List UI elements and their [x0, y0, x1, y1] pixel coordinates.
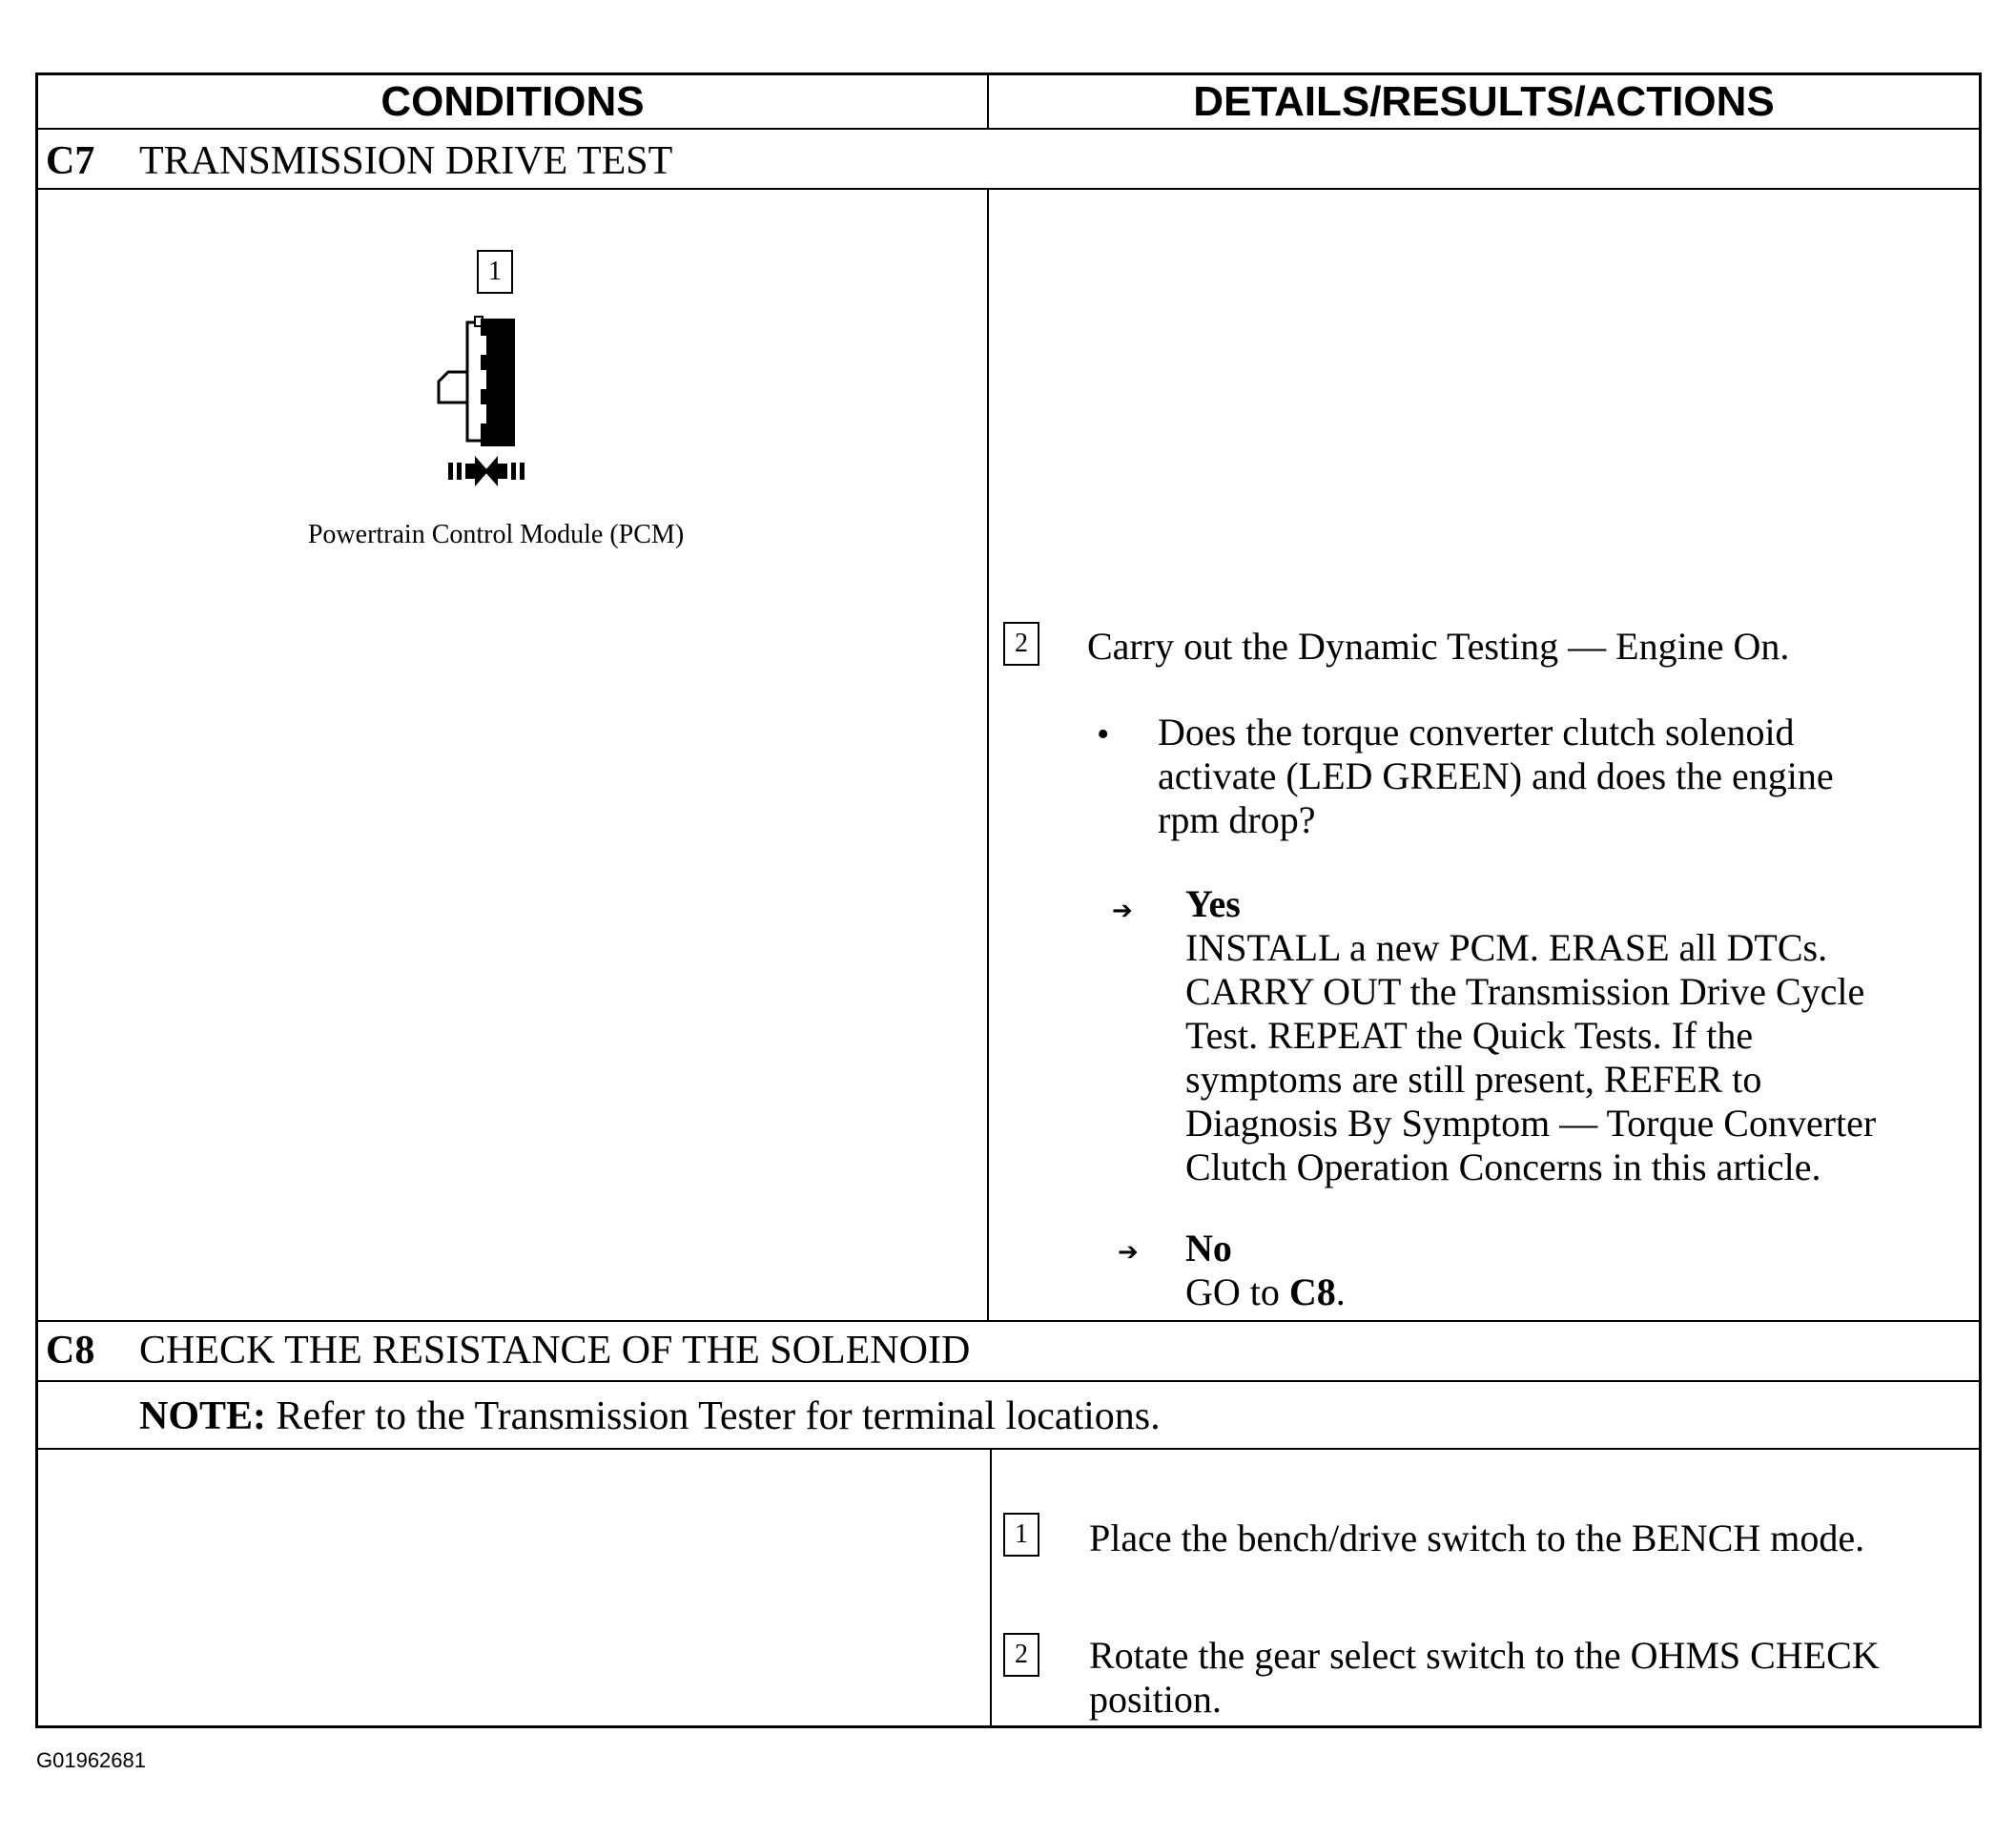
no-line: GO to C8.: [1185, 1270, 1346, 1313]
yes-line: Test. REPEAT the Quick Tests. If the: [1185, 1014, 1754, 1057]
figure-step-number: 1: [477, 250, 513, 294]
c7-yes-result: [1185, 882, 1876, 1189]
c8-column-divider: [990, 1448, 992, 1728]
c8-step2-line: Rotate the gear select switch to the OHMS CHECK: [1089, 1634, 1880, 1677]
goto-link[interactable]: C8: [1288, 1270, 1336, 1313]
c8-step2-number: 2: [1003, 1633, 1039, 1677]
c7-step2-text: Carry out the Dynamic Testing — Engine On.: [1087, 625, 1790, 668]
question-line: Does the torque converter clutch solenoid: [1158, 711, 1795, 753]
yes-line: symptoms are still present, REFER to: [1185, 1058, 1762, 1101]
yes-line: CARRY OUT the Transmission Drive Cycle: [1185, 970, 1865, 1013]
details-header: DETAILS/RESULTS/ACTIONS: [1193, 78, 1775, 125]
c7-title: TRANSMISSION DRIVE TEST: [139, 139, 673, 183]
yes-line: Clutch Operation Concerns in this article.: [1185, 1146, 1821, 1188]
question-line: activate (LED GREEN) and does the engine: [1158, 754, 1834, 797]
c7-question: [1158, 711, 1834, 842]
conditions-header: CONDITIONS: [381, 78, 645, 125]
no-arrow-icon: ➔: [1118, 1238, 1139, 1267]
question-line: rpm drop?: [1158, 798, 1316, 841]
bullet-icon: •: [1097, 714, 1110, 754]
note-label: NOTE:: [139, 1394, 267, 1438]
c7-step2-number: 2: [1003, 622, 1039, 666]
c7-column-divider: [987, 188, 989, 1321]
c8-id: C8: [46, 1329, 95, 1373]
yes-line: INSTALL a new PCM. ERASE all DTCs.: [1185, 926, 1828, 969]
c8-title-row: [46, 1323, 970, 1378]
header-divider: [35, 128, 1982, 130]
yes-arrow-icon: ➔: [1112, 897, 1133, 925]
c8-step1-number: 1: [1003, 1513, 1039, 1557]
pcm-connector-icon: [420, 315, 553, 491]
c8-note-top-divider: [35, 1380, 1982, 1382]
yes-label: Yes: [1185, 882, 1241, 925]
c7-title-row: [46, 134, 672, 189]
yes-line: Diagnosis By Symptom — Torque Converter: [1185, 1102, 1877, 1145]
figure-code: G01962681: [36, 1748, 146, 1772]
note-text: Refer to the Transmission Tester for terminal locations.: [266, 1394, 1161, 1438]
pcm-caption: Powertrain Control Module (PCM): [307, 520, 685, 549]
c7-id: C7: [46, 139, 95, 183]
c8-note: [139, 1389, 1161, 1444]
c8-step2-text: [1089, 1634, 1880, 1722]
c8-title: CHECK THE RESISTANCE OF THE SOLENOID: [139, 1329, 971, 1373]
c7-no-result: [1185, 1227, 1346, 1314]
c8-step2-line: position.: [1089, 1678, 1222, 1721]
c8-step1-text: Place the bench/drive switch to the BENCH mode.: [1089, 1517, 1865, 1559]
c8-body-top-divider: [35, 1448, 1982, 1450]
c8-title-top-divider: [35, 1320, 1982, 1322]
no-label: No: [1185, 1227, 1232, 1269]
